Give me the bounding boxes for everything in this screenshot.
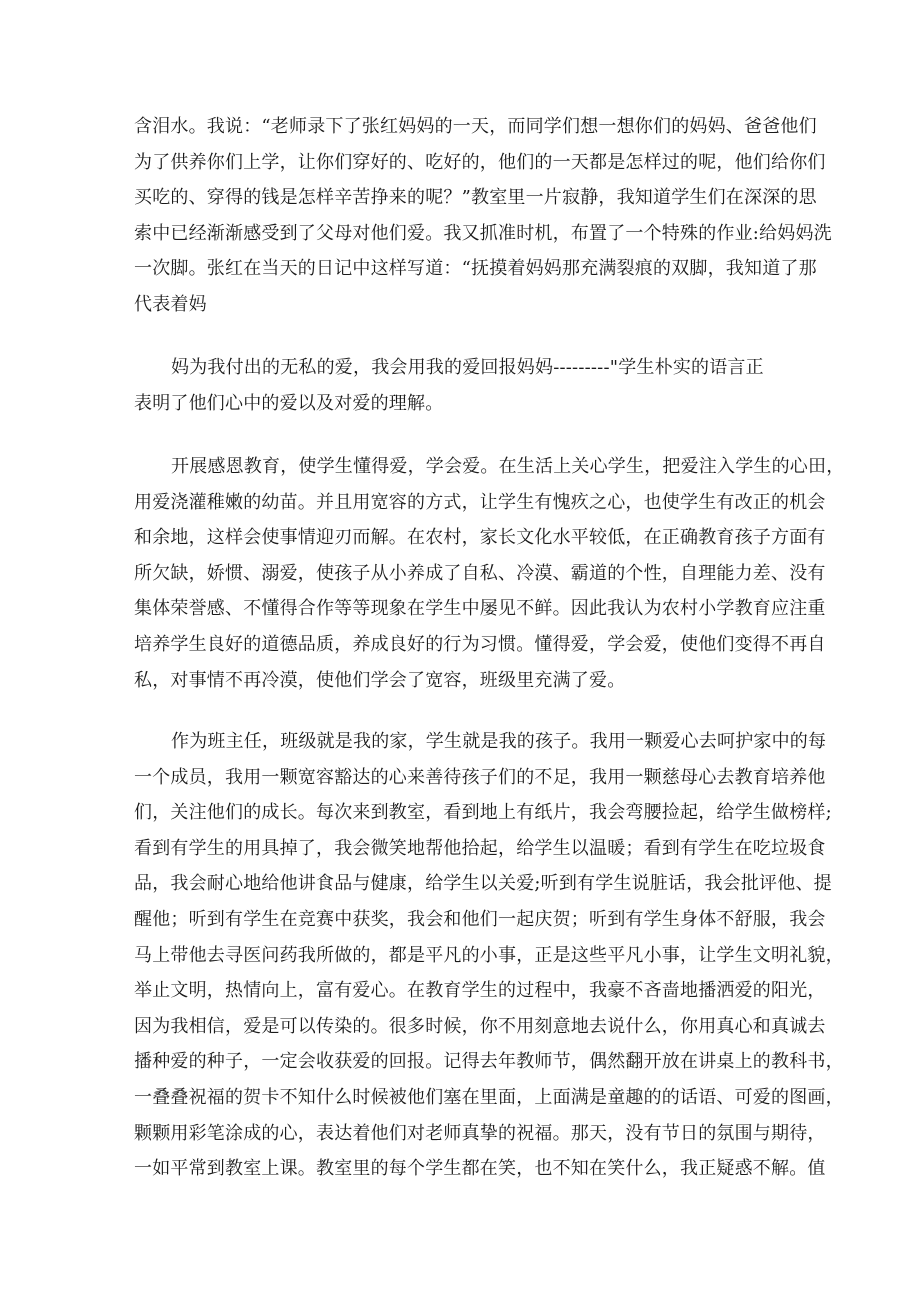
text-line: 代表着妈 xyxy=(134,293,207,315)
text-line: 含泪水。我说：“老师录下了张红妈妈的一天，而同学们想一想你们的妈妈、爸爸他们 xyxy=(134,116,817,137)
text-line: 和余地，这样会使事情迎刃而解。在农村，家长文化水平较低，在正确教育孩子方面有 xyxy=(134,527,826,549)
text-line: 们，关注他们的成长。每次来到教室，看到地上有纸片，我会弯腰捡起，给学生做榜样; xyxy=(134,802,832,824)
text-line: 一个成员，我用一颗宽容豁达的心来善待孩子们的不足，我用一颗慈母心去教育培养他 xyxy=(134,766,826,788)
paragraph-2 xyxy=(134,350,804,421)
text-line: 一如平常到教室上课。教室里的每个学生都在笑，也不知在笑什么，我正疑惑不解。值 xyxy=(134,1158,826,1180)
text-line: 播种爱的种子，一定会收获爱的回报。记得去年教师节，偶然翻开放在讲桌上的教科书， xyxy=(134,1051,844,1073)
text-line: 举止文明，热情向上，富有爱心。在教育学生的过程中，我豪不吝啬地播洒爱的阳光， xyxy=(134,980,826,1002)
text-line: 作为班主任，班级就是我的家，学生就是我的孩子。我用一颗爱心去呵护家中的每 xyxy=(171,731,827,752)
text-line: 看到有学生的用具掉了，我会微笑地帮他拾起，给学生以温暖；看到有学生在吃垃圾食 xyxy=(134,837,826,859)
paragraph-3 xyxy=(134,449,845,698)
text-line: 醒他；听到有学生在竞赛中获奖，我会和他们一起庆贺；听到有学生身体不舒服，我会 xyxy=(134,908,826,930)
text-line: 集体荣誉感、不懂得合作等等现象在学生中屡见不鲜。因此我认为农村小学教育应注重 xyxy=(134,598,826,620)
text-line: 开展感恩教育，使学生懂得爱，学会爱。在生活上关心学生，把爱注入学生的心田， xyxy=(171,456,845,477)
text-line: 买吃的、穿得的钱是怎样辛苦挣来的呢？”教室里一片寂静，我知道学生们在深深的思 xyxy=(134,187,817,209)
text-line: 用爱浇灌稚嫩的幼苗。并且用宽容的方式，让学生有愧疚之心，也使学生有改正的机会 xyxy=(134,491,826,513)
paragraph-1 xyxy=(134,109,832,323)
paragraph-4 xyxy=(134,724,844,1187)
text-line: 马上带他去寻医问药我所做的，都是平凡的小事，正是这些平凡小事，让学生文明礼貌， xyxy=(134,944,844,966)
text-line: 为了供养你们上学，让你们穿好的、吃好的，他们的一天都是怎样过的呢，他们给你们 xyxy=(134,151,826,173)
text-line: 因为我相信，爱是可以传染的。很多时候，你不用刻意地去说什么，你用真心和真诚去 xyxy=(134,1015,826,1037)
text-line: 妈为我付出的无私的爱，我会用我的爱回报妈妈---------"学生朴实的语言正 xyxy=(171,357,764,378)
text-line: 品，我会耐心地给他讲食品与健康，给学生以关爱;听到有学生说脏话，我会批评他、提 xyxy=(134,873,832,895)
text-line: 一次脚。张红在当天的日记中这样写道：“抚摸着妈妈那充满裂痕的双脚，我知道了那 xyxy=(134,258,817,280)
text-line: 表明了他们心中的爱以及对爱的理解。 xyxy=(134,392,444,414)
text-line: 所欠缺，娇惯、溺爱，使孩子从小养成了自私、冷漠、霸道的个性，自理能力差、没有 xyxy=(134,562,826,584)
text-line: 一叠叠祝福的贺卡不知什么时候被他们塞在里面，上面满是童趣的的话语、可爱的图画， xyxy=(134,1086,844,1108)
text-line: 私，对事情不再冷漠，使他们学会了宽容，班级里充满了爱。 xyxy=(134,669,626,691)
text-line: 培养学生良好的道德品质，养成良好的行为习惯。懂得爱，学会爱，使他们变得不再自 xyxy=(134,633,826,655)
text-line: 索中已经渐渐感受到了父母对他们爱。我又抓准时机，布置了一个特殊的作业:给妈妈洗 xyxy=(134,222,832,244)
text-line: 颗颗用彩笔涂成的心，表达着他们对老师真挚的祝福。那天，没有节日的氛围与期待， xyxy=(134,1122,826,1144)
